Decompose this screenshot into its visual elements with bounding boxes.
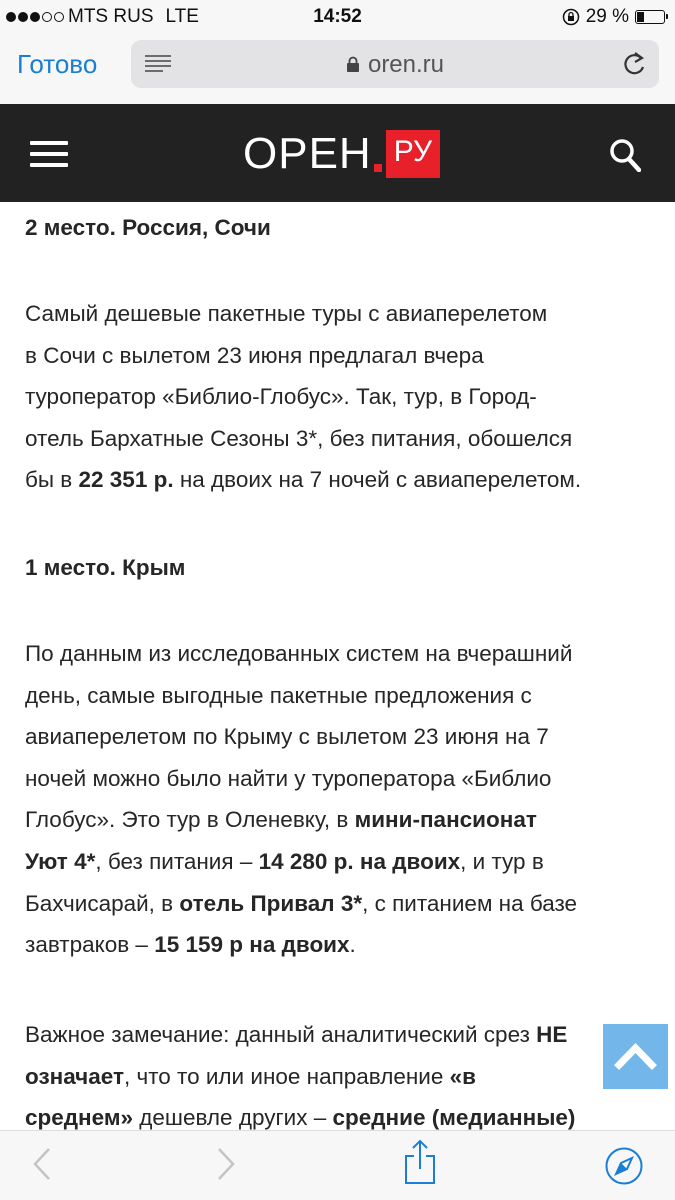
network-type: LTE	[165, 6, 199, 27]
browser-toolbar	[0, 1130, 675, 1200]
paragraph-note: Важное замечание: данный аналитический срез НЕ означает, что то или иное направление «в среднем» дешевле других – средние (медианные)	[25, 1022, 576, 1131]
done-button[interactable]: Готово	[17, 49, 98, 79]
lock-icon	[346, 56, 360, 73]
logo-dot	[374, 164, 382, 172]
safari-compass-icon[interactable]	[604, 1146, 644, 1186]
chevron-up-icon	[603, 1024, 668, 1089]
heading-1st-place: 1 место. Крым	[25, 555, 186, 580]
menu-icon[interactable]	[30, 141, 68, 167]
back-icon[interactable]	[30, 1145, 54, 1183]
url-text	[131, 51, 659, 79]
url-domain: oren.ru	[367, 51, 445, 78]
paragraph-sochi: Самый дешевые пакетные туры с авиаперелетом в Сочи с вылетом 23 июня предлагал вчера туроператор «Библио-Глобус». Так, тур, в Город- отель Бархатные Сезоны 3*, без питания, обошелся бы в 22 351 р. на двоих на 7 ночей с авиаперелетом.	[25, 301, 582, 493]
forward-icon[interactable]	[214, 1145, 238, 1183]
search-icon[interactable]	[609, 138, 641, 172]
orientation-lock-icon	[562, 8, 580, 26]
logo-ru-badge: РУ	[386, 130, 440, 178]
site-header	[0, 104, 675, 202]
reload-icon[interactable]	[621, 50, 647, 78]
status-right	[562, 6, 665, 28]
logo-text: OPEH	[243, 129, 372, 178]
clock: 14:52	[313, 6, 362, 27]
paragraph-crimea: По данным из исследованных систем на вчерашний день, самые выгодные пакетные предложения с авиаперелетом по Крыму с вылетом 23 июня на 7 ночей можно было найти у туроператора «Библио Глобус». Это тур в Оленевку, в мини-пансионат Уют 4*, без питания – 14 280 р. на двоих, и тур в Бахчисарай, в отель Привал 3*, с питанием на базе завтраков – 15 159 р на двоих.	[25, 641, 578, 958]
battery-icon	[635, 10, 665, 24]
scroll-to-top-button[interactable]	[603, 1024, 668, 1089]
status-bar	[0, 0, 675, 34]
heading-2nd-place: 2 место. Россия, Сочи	[25, 215, 271, 240]
battery-percent: 29 %	[585, 6, 629, 27]
carrier-name: MTS RUS	[68, 6, 154, 27]
browser-bar	[0, 34, 675, 104]
site-logo[interactable]	[243, 129, 440, 178]
share-icon[interactable]	[403, 1139, 437, 1185]
address-bar[interactable]	[131, 40, 659, 88]
